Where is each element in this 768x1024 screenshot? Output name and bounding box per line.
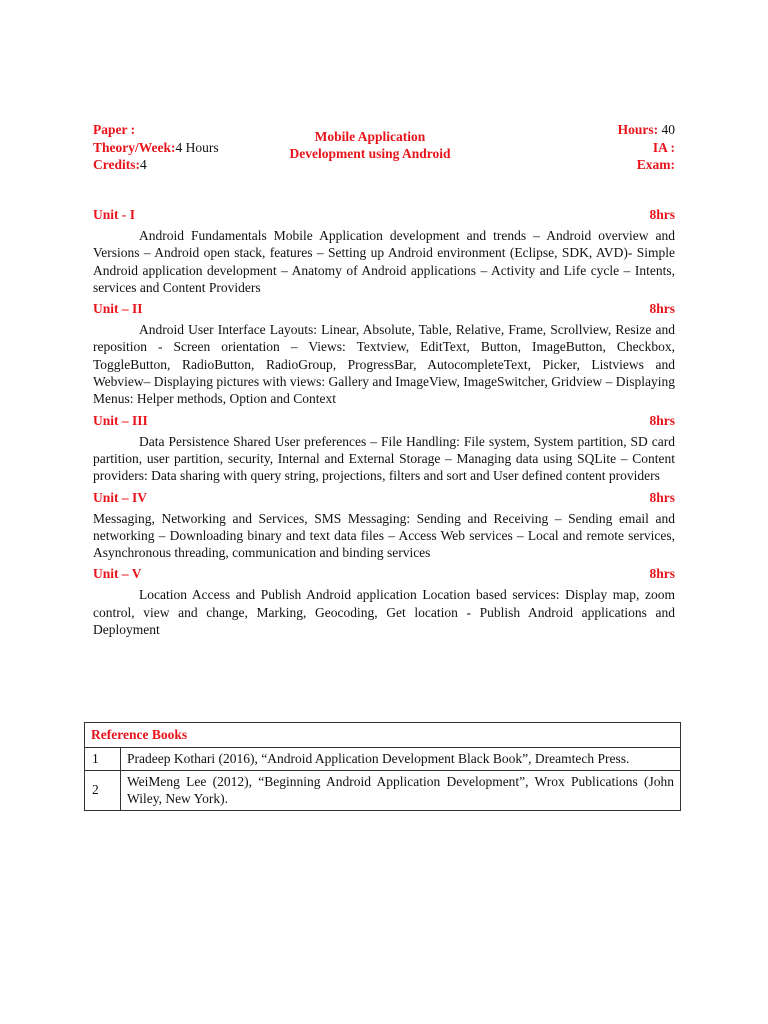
unit-label: Unit – V: [93, 566, 142, 582]
unit-hours: 8hrs: [649, 207, 675, 222]
unit-1-text: Android Fundamentals Mobile Application development and trends – Android overview and Versions – Android open stack, features – Setting up Android environment (Eclipse, SDK, AVD)- Simple Android application development – Anatomy of Android applications – Activity and Life cycle – Intents, services and Content Providers: [93, 228, 675, 295]
unit-2-text: Android User Interface Layouts: Linear, Absolute, Table, Relative, Frame, Scrollview, Resize and reposition - Screen orientation – Views: Textview, EditText, Button, ImageButton, Checkbox, ToggleButton, RadioButton, RadioGroup, ProgressBar, AutocompleteText, Picker, Listviews and Webview– Displaying pictures with views: Gallery and ImageView, ImageSwitcher, Gridview – Displaying Menus: Helper methods, Option and Context: [93, 322, 675, 407]
unit-3-header: [93, 411, 675, 430]
unit-3-text: Data Persistence Shared User preferences – File Handling: File system, System partition, SD card partition, user partition, security, Internal and External Storage – Managing data using SQLite – Content providers: Data sharing with query string, projections, filters and sort and User defined content providers: [93, 433, 675, 484]
reference-text: Pradeep Kothari (2016), “Android Application Development Black Book”, Dreamtech Press.: [121, 748, 681, 771]
unit-label: Unit – IV: [93, 489, 148, 505]
table-row: [85, 770, 681, 810]
unit-5-text: Location Access and Publish Android application Location based services: Display map, zoom control, view and change, Marking, Geocoding, Get location - Publish Android applications and Deployment: [93, 587, 675, 638]
unit-hours: 8hrs: [649, 301, 675, 317]
header-right-block: [618, 121, 675, 174]
unit-hours: 8hrs: [649, 566, 675, 582]
theory-value: 4 Hours: [175, 139, 219, 155]
header-left-block: [93, 121, 219, 174]
unit-hours: 8hrs: [649, 489, 675, 505]
hours-label: Hours:: [617, 122, 659, 137]
syllabus-units: [93, 205, 675, 638]
unit-label: Unit – III: [93, 412, 148, 428]
course-title: [270, 128, 470, 162]
exam-label: Exam:: [636, 157, 675, 172]
reference-number: 1: [85, 748, 121, 771]
unit-label: Unit - I: [93, 207, 136, 222]
unit-4-text: Messaging, Networking and Services, SMS Messaging: Sending and Receiving – Sending email and networking – Downloading binary and text data files – Access Web services – Local and remote services, Asynchronous threading, communication and binding services: [93, 510, 675, 561]
credits-value: 4: [140, 157, 147, 172]
reference-number: 2: [85, 770, 121, 810]
unit-hours: 8hrs: [649, 412, 675, 428]
reference-books-table: [84, 722, 681, 811]
table-header-row: [85, 723, 681, 748]
unit-1-header: [93, 205, 675, 224]
unit-2-header: [93, 299, 675, 318]
reference-text: WeiMeng Lee (2012), “Beginning Android Application Development”, Wrox Publications (John Wiley, New York).: [121, 770, 681, 810]
table-row: [85, 748, 681, 771]
theory-label: Theory/Week:: [93, 139, 176, 155]
unit-4-header: [93, 488, 675, 507]
course-title-line2: Development using Android: [289, 146, 451, 161]
course-title-line1: Mobile Application: [314, 129, 426, 144]
ia-label: IA :: [652, 139, 675, 155]
paper-label: Paper :: [93, 122, 136, 137]
unit-5-header: [93, 564, 675, 583]
credits-label: Credits:: [93, 157, 140, 172]
unit-label: Unit – II: [93, 301, 143, 317]
hours-value: 40: [658, 122, 675, 137]
reference-books-title: Reference Books: [85, 723, 681, 748]
